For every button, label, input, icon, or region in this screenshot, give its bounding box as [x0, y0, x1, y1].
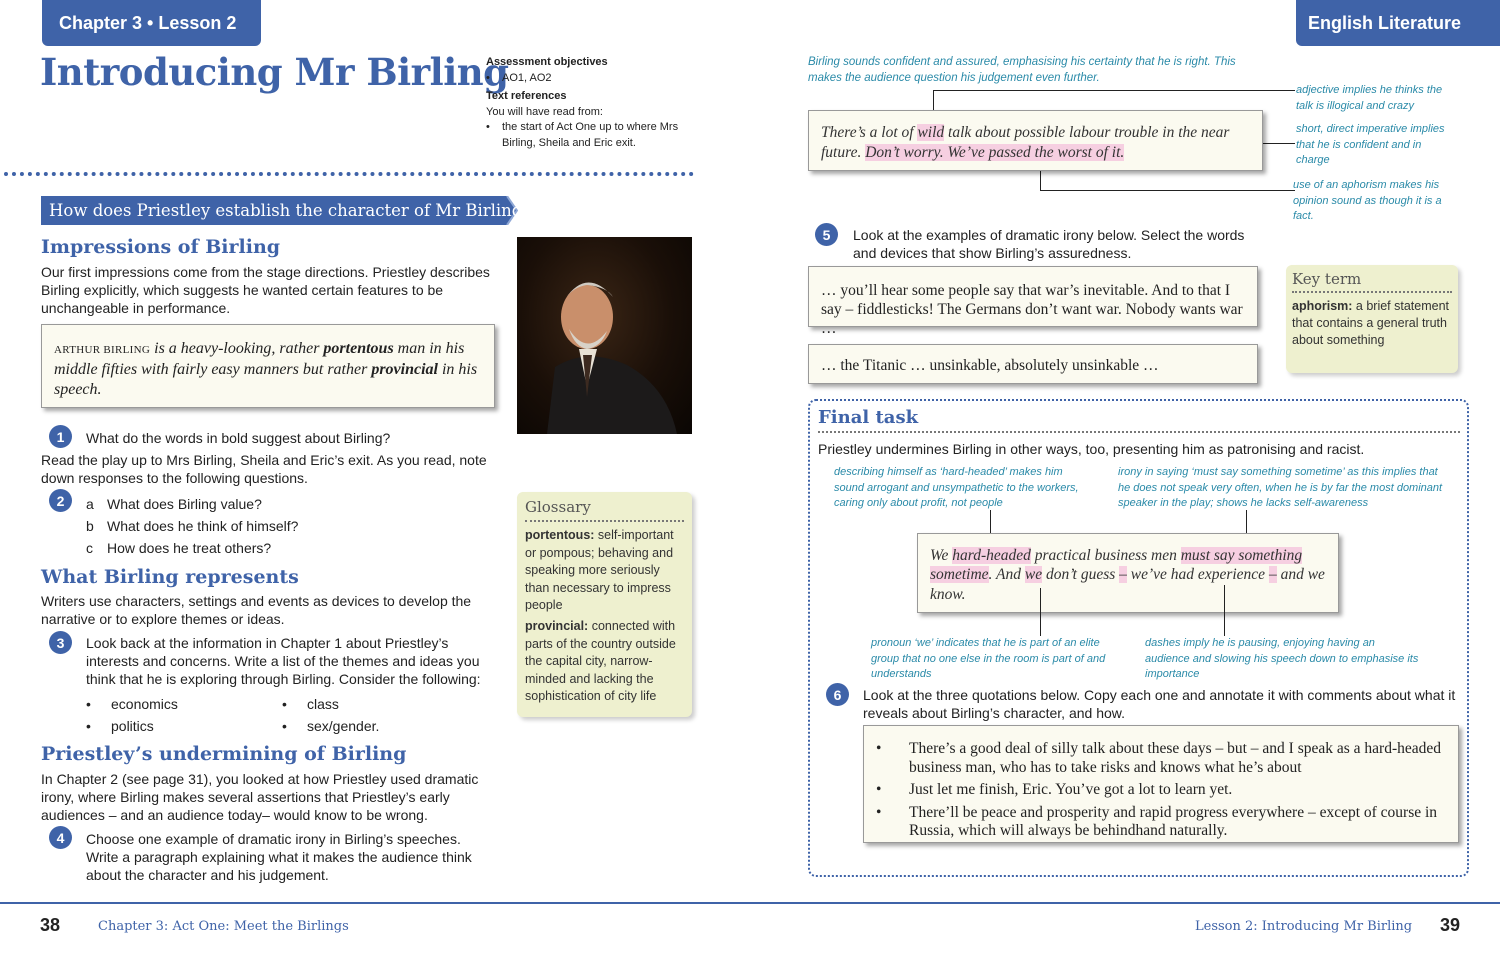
- q6-quote: • Just let me finish, Eric. You’ve got a lot to learn yet.: [876, 781, 1446, 800]
- q3-bullet: • sex/gender.: [282, 718, 380, 734]
- annot-line: [1224, 585, 1225, 636]
- quote-part: talk about possible labour trouble in the near future.: [821, 124, 1230, 161]
- question-2-badge: 2: [49, 489, 72, 512]
- final-task-intro: Priestley undermines Birling in other ways, too, presenting him as patronising and racist.: [818, 441, 1365, 457]
- irony-quote-2-text: … the Titanic … unsinkable, absolutely unsinkable …: [821, 357, 1159, 374]
- annotation-adjective: adjective implies he thinks the talk is illogical and crazy: [1296, 84, 1443, 112]
- glossary-box: [517, 492, 692, 717]
- quote-part: We: [930, 547, 953, 564]
- question-3-text: Look back at the information in Chapter 1 about Priestley’s interests and concerns. Write a list of the themes and ideas you think that he is exploring through Birling. Consider the following:: [86, 635, 481, 687]
- final-task-heading: Final task: [818, 407, 919, 428]
- key-term-title: Key term: [1292, 270, 1452, 293]
- annot-line: [1258, 143, 1295, 144]
- q6-quote: • There’s a good deal of silly talk about these days – but – and I speak as a hard-headed business man, who has to take risks and knows what he’s about: [876, 740, 1446, 777]
- q6-quote: • There’ll be peace and prosperity and rapid progress everywhere – except of course in Russia, which will always be behindhand naturally.: [876, 804, 1446, 841]
- quote-part: don’t guess: [1042, 566, 1120, 584]
- question-1-badge: 1: [49, 425, 72, 448]
- quote-part: There’s a lot of: [821, 124, 918, 141]
- highlight-wild: wild: [917, 124, 945, 141]
- note-irony: irony in saying ‘must say something sometime’ as this implies that he does not speak very often, when he is by far the most dominant speaker in the play; shows he lacks self-awareness: [1118, 466, 1443, 509]
- question-6-badge: 6: [826, 683, 849, 706]
- section-banner-text: How does Priestley establish the character of Mr Birling?: [49, 201, 532, 220]
- annot-line: [933, 90, 1295, 91]
- highlight-we: we: [1024, 566, 1043, 584]
- birling-photo: [517, 237, 692, 434]
- question-4-text: Choose one example of dramatic irony in Birling’s speeches. Write a paragraph explaining what it makes the audience think about the character and his judgement.: [86, 831, 472, 883]
- final-task-quote-text: [930, 546, 1326, 604]
- q3-bullet: • class: [282, 696, 339, 712]
- quote-part: and we know.: [930, 566, 1325, 603]
- question-3-badge: 3: [49, 631, 72, 654]
- stage-direction-text: [54, 339, 482, 400]
- question-6-text: Look at the three quotations below. Copy each one and annotate it with comments about what it reveals about Birling’s character, and how.: [863, 687, 1456, 721]
- q3-bullet: • economics: [86, 696, 178, 712]
- quote-character-name: ARTHUR BIRLING: [54, 344, 151, 356]
- annot-line: [1040, 588, 1041, 636]
- impressions-heading: Impressions of Birling: [41, 236, 281, 258]
- key-term-word: aphorism:: [1292, 299, 1353, 313]
- top-annotation: Birling sounds confident and assured, emphasising his certainty that he is right. This makes the audience question his judgement even further.: [808, 56, 1236, 84]
- assessment-heading: Assessment objectives: [486, 56, 608, 68]
- chapter-lesson-label: Chapter 3 • Lesson 2: [59, 12, 237, 33]
- glossary-title: Glossary: [525, 498, 684, 522]
- assessment-objectives: • AO1, AO2: [486, 71, 686, 87]
- glossary-term: portentous:: [525, 528, 595, 542]
- represents-heading: What Birling represents: [41, 566, 299, 588]
- q6-quotes-box: [863, 725, 1459, 843]
- q3-bullets: [86, 693, 466, 737]
- q2-letter: a: [86, 496, 94, 512]
- undermining-body: In Chapter 2 (see page 31), you looked at how Priestley used dramatic irony, where Birling makes several assertions that Priestley’s early audiences – and an audience today– would know to be wrong.: [41, 771, 479, 823]
- quote-1-box: [808, 110, 1263, 171]
- left-footer-text: Chapter 3: Act One: Meet the Birlings: [98, 919, 349, 934]
- q2-item: [86, 493, 298, 515]
- undermining-heading: Priestley’s undermining of Birling: [41, 743, 407, 765]
- quote-part: man in his middle fifties with fairly easy manners but rather: [54, 340, 465, 378]
- note-pronoun-we: pronoun ‘we’ indicates that he is part of an elite group that no one else in the room is part of and understands: [871, 637, 1106, 680]
- question-2-list: [86, 493, 298, 559]
- note-dashes: dashes imply he is pausing, enjoying having an audience and slowing his speech down to emphasise its importance: [1145, 637, 1419, 680]
- left-page-number: 38: [40, 915, 61, 935]
- stage-direction-quote: [41, 324, 495, 408]
- q2-item: [86, 515, 298, 537]
- highlight-dash-1: –: [1119, 566, 1127, 584]
- annotation-imperative: short, direct imperative implies that he is confident and in charge: [1296, 123, 1445, 166]
- chapter-lesson-tab: [42, 0, 261, 46]
- key-term-entry: [1292, 298, 1452, 349]
- glossary-term: provincial:: [525, 618, 589, 633]
- subject-label: English Literature: [1308, 12, 1462, 33]
- final-task-quote: [917, 533, 1339, 613]
- text-references-item: • the start of Act One up to where Mrs Birling, Sheila and Eric exit.: [486, 120, 686, 151]
- highlight-must-say: must say something sometime: [930, 547, 1303, 584]
- birling-figure: [517, 237, 692, 434]
- question-5-badge: 5: [815, 223, 838, 246]
- annotation-aphorism: use of an aphorism makes his opinion sound as though it is a fact.: [1293, 179, 1442, 222]
- highlight-hard-headed: hard-headed: [952, 547, 1031, 564]
- highlight-dont-worry: Don’t worry. We’ve passed the worst of it.: [865, 144, 1125, 161]
- irony-quote-2: [808, 344, 1258, 384]
- page-title: Introducing Mr Birling: [40, 50, 509, 94]
- q2-letter: c: [86, 540, 93, 556]
- q2-text: What does Birling value?: [107, 496, 262, 512]
- right-footer-text: Lesson 2: Introducing Mr Birling: [1195, 919, 1413, 934]
- irony-quote-1-text: … you’ll hear some people say that war’s inevitable. And to that I say – fiddlesticks! The Germans don’t want war. Nobody wants war …: [821, 282, 1243, 337]
- assessment-box: [486, 55, 686, 151]
- glossary-def: self-important or pompous; behaving and speaking more seriously than necessary to impress people: [525, 528, 674, 613]
- q6-quotes-list: [876, 740, 1446, 841]
- final-task-rule: [818, 431, 1460, 433]
- glossary-def: connected with parts of the country outside the capital city, narrow-minded and lacking the sophistication of city life: [525, 618, 676, 704]
- question-5-text: Look at the examples of dramatic irony below. Select the words and devices that show Birling’s assuredness.: [853, 227, 1245, 261]
- q2-letter: b: [86, 518, 94, 534]
- quote-1-text: [821, 123, 1250, 163]
- q2-text: What does he think of himself?: [107, 518, 299, 534]
- quote-part: . And: [988, 566, 1025, 584]
- question-4-badge: 4: [49, 826, 72, 849]
- text-references-heading: Text references: [486, 90, 567, 102]
- glossary-entry: [525, 527, 684, 615]
- subject-tab: [1296, 0, 1500, 46]
- quote-part: in his speech.: [54, 361, 478, 398]
- quote-bold-portentous: portentous: [323, 340, 394, 357]
- highlight-dash-2: –: [1268, 566, 1277, 584]
- quote-part: practical business men: [1030, 547, 1181, 564]
- quote-part: is a heavy-looking, rather: [150, 340, 324, 357]
- q3-bullet: • politics: [86, 718, 154, 734]
- impressions-body: Our first impressions come from the stage directions. Priestley describes Birling explicitly, which suggests he wanted certain features to be unchangeable in performance.: [41, 264, 490, 316]
- key-term-def: a brief statement that contains a general truth about something: [1292, 299, 1450, 347]
- q2-item: [86, 537, 298, 559]
- represents-body: Writers use characters, settings and events as devices to develop the narrative or to explore themes or ideas.: [41, 593, 472, 627]
- q2-text: How does he treat others?: [107, 540, 272, 556]
- dotted-divider: [4, 172, 694, 176]
- annot-line: [1040, 190, 1295, 191]
- question-1-text: What do the words in bold suggest about Birling?: [86, 430, 391, 446]
- text-references-intro: You will have read from:: [486, 105, 603, 118]
- key-term-box: [1286, 265, 1458, 373]
- footer-rule: [0, 902, 1500, 904]
- irony-quote-1: [808, 266, 1258, 337]
- quote-part: we’ve had experience: [1126, 566, 1269, 584]
- quote-bold-provincial: provincial: [371, 361, 438, 378]
- read-instruction: Read the play up to Mrs Birling, Sheila and Eric’s exit. As you read, note down responses to the following questions.: [41, 452, 487, 486]
- right-page-number: 39: [1440, 915, 1461, 935]
- section-banner: [41, 196, 531, 225]
- note-hard-headed: describing himself as ‘hard-headed’ makes him sound arrogant and unsympathetic to the workers, caring only about profit, not people: [834, 466, 1079, 509]
- glossary-entry: [525, 618, 684, 706]
